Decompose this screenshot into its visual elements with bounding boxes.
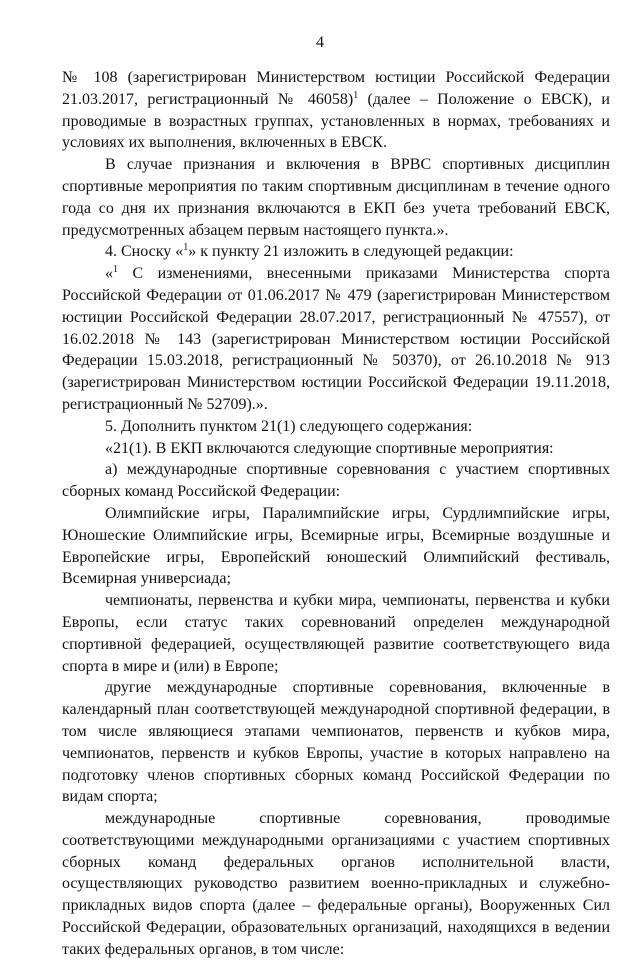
paragraph-p1 bbox=[62, 67, 610, 154]
paragraph-text: другие международные спортивные соревнования, включенные в календарный план соответствующей международной спортивной федерации, в том числе являющиеся этапами чемпионатов, первенств и кубков мира, чемпионатов, первенств и кубков Европы, участие в которых направлено на подготовку членов спортивных сборных команд Российской Федерации по видам спорта; bbox=[62, 679, 610, 806]
paragraph-text: 5. Дополнить пунктом 21(1) следующего содержания: bbox=[105, 417, 473, 435]
paragraph-p2 bbox=[62, 154, 610, 241]
paragraph-text: Олимпийские игры, Паралимпийские игры, Сурдлимпийские игры, Юношеские Олимпийские игры, Всемирные игры, Всемирные воздушные и Европейские игры, Европейский юношеский Олимпийский фестиваль, Всемирная универсиада; bbox=[62, 504, 610, 588]
paragraph-p9 bbox=[62, 590, 610, 677]
paragraph-text: «21(1). В ЕКП включаются следующие спортивные мероприятия: bbox=[105, 439, 554, 457]
paragraph-text: международные спортивные соревнования, проводимые соответствующими международными организациями с участием спортивных сборных команд федеральных органов исполнительной власти, осуществляющих руководство развитием военно-прикладных и служебно-прикладных видов спорта (далее – федеральные органы), Вооруженных Сил Российской Федерации, образовательных организаций, находящихся в ведении таких федеральных органов, в том числе: bbox=[62, 810, 610, 958]
paragraph-p8 bbox=[62, 503, 610, 590]
paragraph-p4 bbox=[62, 263, 610, 416]
paragraph-text: » к пункту 21 изложить в следующей редакции: bbox=[188, 243, 514, 261]
paragraph-text: 4. Сноску « bbox=[105, 243, 184, 261]
paragraph-text: В случае признания и включения в ВРВС спортивных дисциплин спортивные мероприятия по таким спортивным дисциплинам в течение одного года со дня их признания включаются в ЕКП без учета требований ЕВСК, предусмотренных абзацем первым настоящего пункта.». bbox=[62, 156, 610, 239]
footnote-marker: 1 bbox=[113, 264, 118, 276]
paragraph-p11 bbox=[62, 808, 610, 961]
footnote-marker: 1 bbox=[183, 242, 189, 254]
paragraph-p6 bbox=[62, 438, 610, 460]
paragraph-text: С изменениями, внесенными приказами Министерства спорта Российской Федерации от 01.06.2017 № 479 (зарегистрирован Министерством юстиции Российской Федерации 28.07.2017, регистрационный № 47557), от 16.02.2018 № 143 (зарегистрирован Министерством юстиции Российской Федерации 15.03.2018, регистрационный № 50370), от 26.10.2018 № 913 (зарегистрирован Министерством юстиции Российской Федерации 19.11.2018, регистрационный № 52709).». bbox=[62, 265, 610, 413]
paragraph-p3 bbox=[62, 241, 610, 263]
paragraph-text: № 108 (зарегистрирован Министерством юстиции Российской Федерации 21.03.2017, регистрационный № 46058) bbox=[62, 69, 610, 108]
document-body bbox=[62, 67, 610, 961]
paragraph-p7 bbox=[62, 459, 610, 503]
paragraph-text: чемпионаты, первенства и кубки мира, чемпионаты, первенства и кубки Европы, если статус таких соревнований определен международной спортивной федерацией, осуществляющей развитие соответствующего вида спорта в мире и (или) в Европе; bbox=[62, 592, 610, 675]
page-number: 4 bbox=[316, 34, 324, 51]
paragraph-text: (далее – Положение о ЕВСК), и проводимые в возрастных группах, установленных в нормах, требованиях и условиях их выполнения, включенных в ЕВСК. bbox=[62, 90, 610, 152]
paragraph-text: а) международные спортивные соревнования с участием спортивных сборных команд Российской Федерации: bbox=[62, 461, 610, 501]
paragraph-p5 bbox=[62, 416, 610, 438]
paragraph-p10 bbox=[62, 677, 610, 808]
paragraph-text: « bbox=[105, 265, 113, 283]
footnote-marker: 1 bbox=[353, 89, 359, 101]
